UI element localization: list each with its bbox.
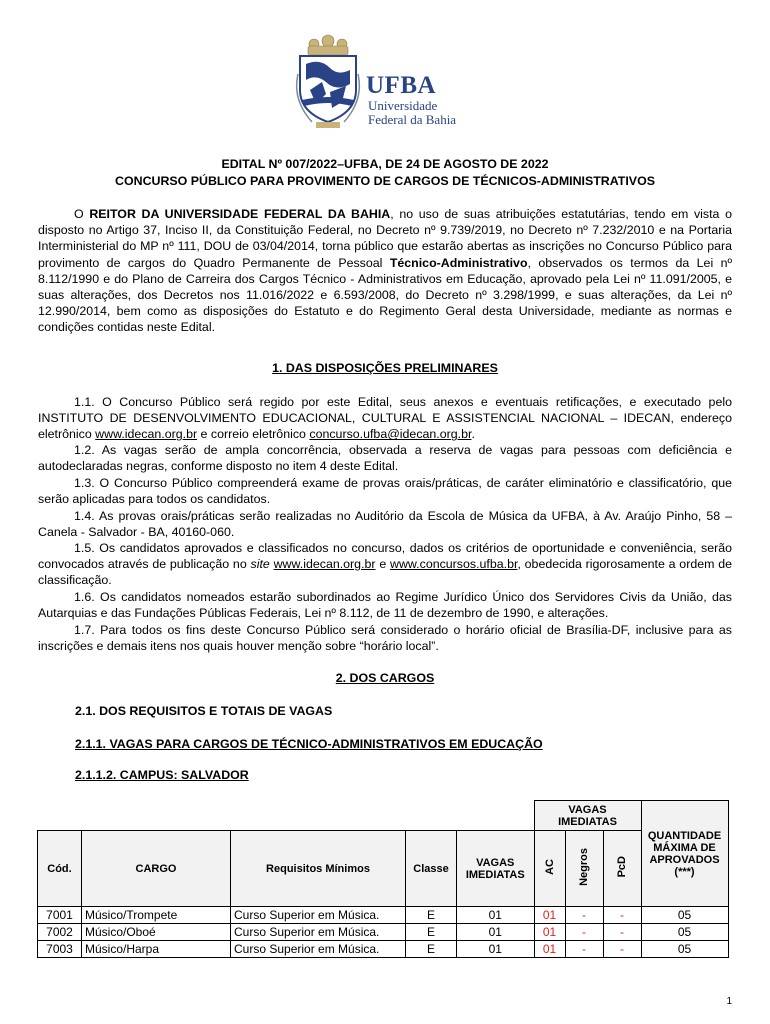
cell-cod: 7002 — [38, 924, 82, 941]
intro-paragraph — [38, 206, 732, 336]
item-1-4-text: 1.4. As provas orais/práticas serão realizadas no Auditório da Escola de Música da UFBA, à Av. Araújo Pinho, 58 – Canela - Salvador - BA, 40160-060. — [38, 509, 732, 540]
logo-line1: Universidade — [368, 98, 438, 113]
header-pcd-cell — [603, 831, 641, 907]
item-1-5-and: e — [375, 557, 391, 572]
subsection-2-1-1-2: 2.1.1.2. CAMPUS: SALVADOR — [75, 768, 249, 782]
table-row — [38, 907, 729, 924]
item-1-5 — [38, 540, 732, 589]
item-1-4 — [38, 508, 732, 540]
idecan-link[interactable]: www.idecan.org.br — [95, 427, 198, 442]
header-ac: AC — [543, 859, 556, 875]
idecan-link-2[interactable]: www.idecan.org.br — [273, 557, 376, 572]
header-ac-cell — [534, 831, 565, 907]
intro-text-c: , no uso de suas atribuições estatutárias, tendo em vista o disposto no Artigo 37, Inciso II, da Constituição Federal, no Decreto nº 9.739/2019, no Decreto nº 7.232/2010 e na Portaria Interministerial do MP nº 111, DOU de 03/04/2014, torna público que estarão abertas as inscrições no Concurso Público para provimento de cargos do Quadro Permanente de Pessoal — [38, 207, 732, 270]
ufba-crest-icon — [292, 34, 364, 134]
header-negros: Negros — [578, 848, 590, 886]
edital-title: EDITAL Nº 007/2022–UFBA, DE 24 DE AGOSTO DE 2022 — [221, 157, 549, 171]
cell-ac: 01 — [534, 907, 565, 924]
edital-subtitle: CONCURSO PÚBLICO PARA PROVIMENTO DE CARGOS DE TÉCNICOS-ADMINISTRATIVOS — [115, 174, 655, 188]
intro-tecnico: Técnico-Administrativo — [389, 255, 528, 270]
section1-title: 1. DAS DISPOSIÇÕES PRELIMINARES — [272, 361, 498, 375]
subsection-2-1-1: 2.1.1. VAGAS PARA CARGOS DE TÉCNICO-ADMINISTRATIVOS EM EDUCAÇÃO — [75, 737, 543, 751]
table-row — [38, 924, 729, 941]
item-1-3-text: 1.3. O Concurso Público compreenderá exame de provas orais/práticas, de caráter eliminatório e classificatório, que serão aplicadas para todos os candidatos. — [38, 476, 732, 507]
intro-reitor: REITOR DA UNIVERSIDADE FEDERAL DA BAHIA — [89, 207, 391, 221]
cell-classe: E — [406, 941, 457, 958]
concursos-ufba-link[interactable]: www.concursos.ufba.br — [390, 557, 518, 572]
cell-vagas: 01 — [457, 907, 535, 924]
table-row — [38, 941, 729, 958]
cell-classe: E — [406, 907, 457, 924]
cell-qtd: 05 — [641, 941, 728, 958]
item-1-5-end: , obedecida rigorosamente a ordem de classificação. — [38, 557, 732, 588]
cell-pcd: - — [603, 941, 641, 958]
item-1-1-end: . — [471, 427, 475, 442]
item-1-2-text: 1.2. As vagas serão de ampla concorrência, observada a reserva de vagas para pessoas com deficiência e autodeclaradas negras, conforme disposto no item 4 deste Edital. — [38, 443, 732, 474]
cell-vagas: 01 — [457, 941, 535, 958]
cell-pcd: - — [603, 907, 641, 924]
cell-req: Curso Superior em Música. — [231, 924, 406, 941]
ufba-logo — [292, 34, 482, 134]
cell-cod: 7003 — [38, 941, 82, 958]
intro-text-e: , observados os termos da Lei nº 8.112/1990 e do Plano de Carreira dos Cargos Técnico - Administrativos em Educação, aprovado pela Lei nº 11.091/2005, e suas alterações, dos Decretos nos 11.016/2022 e 6.593/2008, do Decreto nº 3.298/1999, e suas alterações, da Lei nº 12.990/2014, bem como as disposições do Estatuto e do Regimento Geral desta Universidade, mediante as normas e condições contidas neste Edital. — [38, 255, 732, 335]
cell-cargo: Músico/Trompete — [82, 907, 231, 924]
subsection-2-1: 2.1. DOS REQUISITOS E TOTAIS DE VAGAS — [75, 704, 333, 718]
item-1-1-text: 1.1. O Concurso Público será regido por este Edital, seus anexos e eventuais retificações, e executado pelo INSTITUTO DE DESENVOLVIMENTO EDUCACIONAL, CULTURAL E ASSISTENCIAL NACIONAL – IDECAN, endereço eletrônico — [38, 395, 732, 442]
cell-vagas: 01 — [457, 924, 535, 941]
item-1-7-text: 1.7. Para todos os fins deste Concurso Público será considerado o horário oficial de Brasília-DF, inclusive para as inscrições e demais itens nos quais houver menção sobre “horário local”. — [38, 623, 732, 654]
header-qtd: QUANTIDADE MÁXIMA DE APROVADOS (***) — [641, 801, 728, 907]
cell-pcd: - — [603, 924, 641, 941]
header-cargo: CARGO — [82, 831, 231, 907]
page-number: 1 — [726, 996, 732, 1007]
vacancies-table — [37, 800, 729, 958]
group-header-vagas — [534, 801, 641, 831]
item-1-6 — [38, 589, 732, 621]
header-pcd: PcD — [616, 856, 628, 878]
item-1-2 — [38, 442, 732, 474]
cell-qtd: 05 — [641, 924, 728, 941]
intro-text-a: O — [74, 207, 90, 221]
cell-cargo: Músico/Harpa — [82, 941, 231, 958]
cell-ac: 01 — [534, 941, 565, 958]
header-req: Requisitos Mínimos — [231, 831, 406, 907]
header-negros-cell — [565, 831, 603, 907]
item-1-5-site: site — [250, 557, 270, 572]
item-1-7 — [38, 622, 732, 654]
cell-ac: 01 — [534, 924, 565, 941]
group-header-text: VAGAS IMEDIATAS — [558, 803, 617, 828]
cell-qtd: 05 — [641, 907, 728, 924]
item-1-5-text: 1.5. Os candidatos aprovados e classificados no concurso, dados os critérios de oportunidade e conveniência, serão convocados através de publicação no — [38, 541, 732, 572]
logo-title: UFBA — [366, 72, 437, 99]
section2-title: 2. DOS CARGOS — [335, 671, 435, 685]
email-link[interactable]: concurso.ufba@idecan.org.br — [309, 427, 472, 442]
cell-negros: - — [565, 941, 603, 958]
cell-classe: E — [406, 924, 457, 941]
cell-cargo: Músico/Oboé — [82, 924, 231, 941]
header-cod: Cód. — [38, 831, 82, 907]
cell-req: Curso Superior em Música. — [231, 941, 406, 958]
item-1-1-mid: e correio eletrônico — [197, 427, 310, 442]
cell-req: Curso Superior em Música. — [231, 907, 406, 924]
item-1-1 — [38, 394, 732, 443]
cell-negros: - — [565, 924, 603, 941]
header-vagas: VAGAS IMEDIATAS — [457, 831, 535, 907]
item-1-3 — [38, 475, 732, 507]
item-1-6-text: 1.6. Os candidatos nomeados estarão subordinados ao Regime Jurídico Único dos Servidores Civis da União, das Autarquias e das Fundações Públicas Federais, Lei nº 8.112, de 11 de dezembro de 1990, e alterações. — [38, 590, 732, 621]
logo-line2: Federal da Bahia — [368, 112, 457, 127]
cell-negros: - — [565, 907, 603, 924]
cell-cod: 7001 — [38, 907, 82, 924]
header-classe: Classe — [406, 831, 457, 907]
